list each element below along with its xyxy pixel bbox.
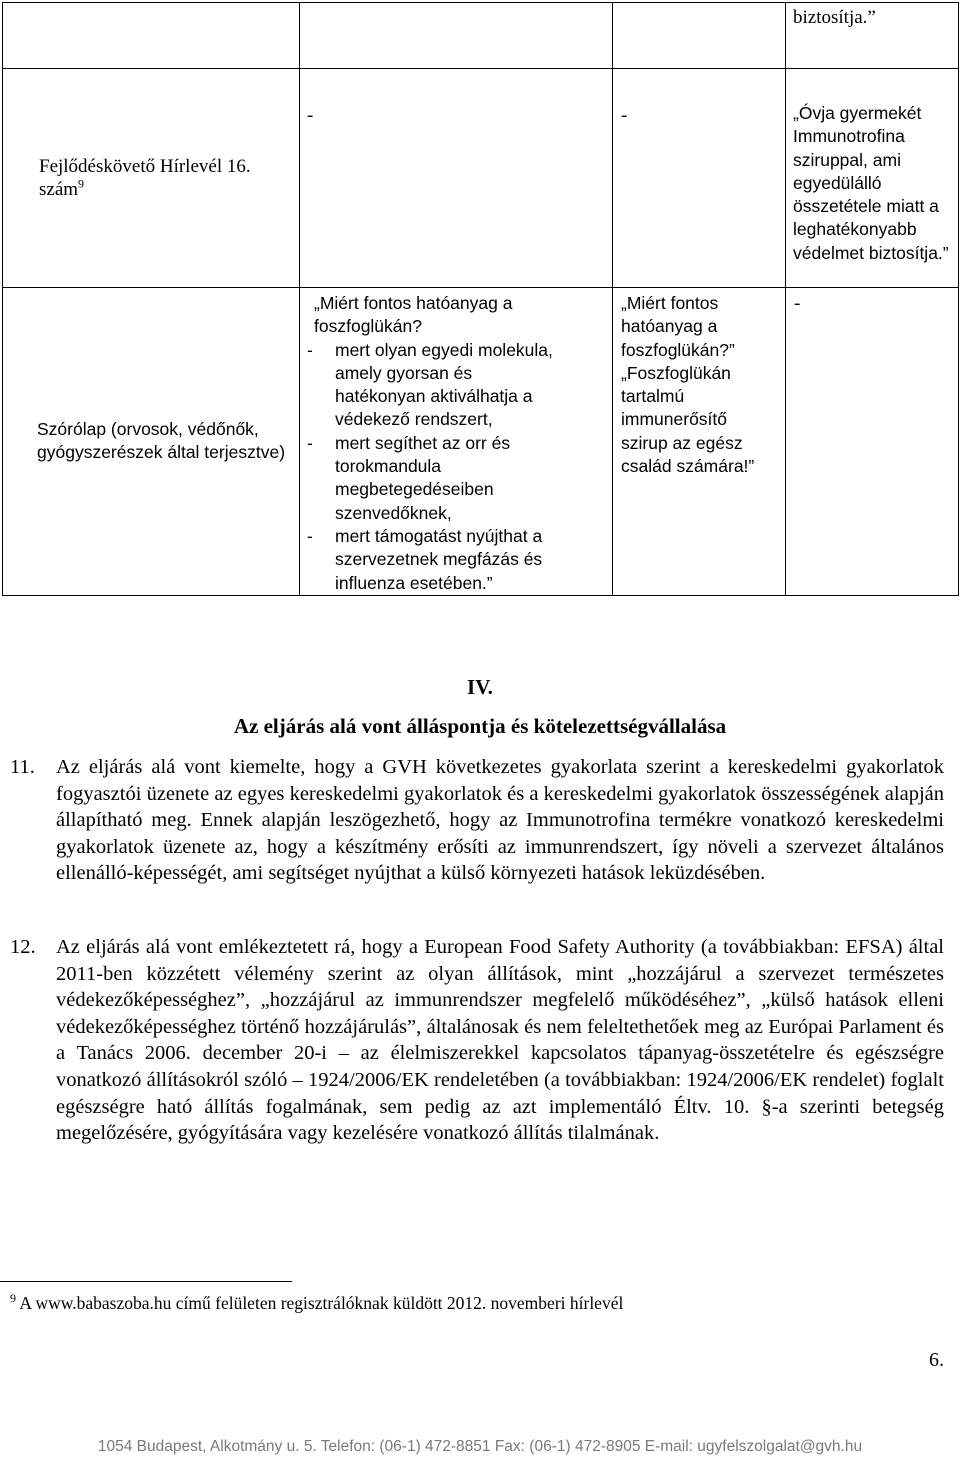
table-cell-text: „Miért fontos hatóanyag a foszfoglükán?	[314, 293, 513, 337]
table-cell-text: Szórólap (orvosok, védőnők, gyógyszerészek által terjesztve)	[37, 419, 286, 463]
section-title: Az eljárás alá vont álláspontja és kötelezettségvállalása	[233, 714, 727, 738]
footnote	[10, 1293, 623, 1314]
paragraph-text: Az eljárás alá vont kiemelte, hogy a GVH következetes gyakorlata szerint a kereskedelmi gyakorlatok fogyasztói üzenete az egyes kereskedelmi gyakorlatok és a kereskedelmi gyakorlatok összességének alapján állapítható meg. Ennek alapján leszögezhető, hogy az Immunotrofina termékre vonatkozó kereskedelmi gyakorlatok üzenete az, hogy a készítmény erősíti az immunrendszert, így növeli a szervezet általános ellenálló-képességét, ami segítséget nyújthat a külső környezeti hatások leküzdésében.	[56, 756, 944, 885]
table-row	[3, 288, 959, 596]
page-number: 6.	[929, 1349, 944, 1371]
footnote-divider	[0, 1281, 292, 1282]
list-item: - mert támogatást nyújthat a szervezetnek megfázás és influenza esetében.”	[307, 525, 543, 593]
table-cell-text: -	[794, 293, 801, 314]
page-footer: 1054 Budapest, Alkotmány u. 5. Telefon: (06-1) 472-8851 Fax: (06-1) 472-8905 E-mail: ugyfelszolgalat@gvh.hu	[97, 1438, 863, 1455]
table-cell-text: Fejlődéskövető Hírlevél 16. szám	[39, 155, 251, 200]
paragraph-number: 12.	[10, 936, 36, 958]
footnote-number: 9	[10, 1291, 16, 1306]
paragraph-text: Az eljárás alá vont emlékeztetett rá, hogy a European Food Safety Authority (a továbbiakban: EFSA) által 2011-ben közzétett vélemény szerint az olyan állítások, mint „hozzájárul a szervezet természetes védekezőképességhez”, „hozzájárul az immunrendszer megfelelő működéséhez”, „külső hatások elleni védekezőképességhez történő hozzájárulás”, általánosak és nem feleltethetőek meg az Európai Parlament és a Tanács 2006. december 20-i – az élelmiszerekkel kapcsolatos tápanyag-összetételre és egészségre vonatkozó állításokról szóló – 1924/2006/EK rendeletében (a továbbiakban: 1924/2006/EK rendelet) foglalt egészségre ható állítás fogalmának, sem pedig az azt implementáló Éltv. 10. §-a szerinti betegség megelőzésére, gyógyítására vagy kezelésére vonatkozó állítás tilalmának.	[56, 936, 944, 1145]
table-row	[3, 3, 959, 69]
list-item: - mert segíthet az orr és torokmandula megbetegedéseiben szenvedőknek,	[307, 432, 511, 523]
section-number: IV.	[467, 675, 493, 699]
table-row	[3, 69, 959, 288]
paragraph-number: 11.	[10, 756, 35, 778]
table-cell-text: -	[307, 105, 314, 126]
table-cell-text: „Foszfoglükán tartalmú immunerősítő szirup az egész család számára!”	[621, 362, 755, 477]
table-cell-text: „Miért fontos hatóanyag a foszfoglükán?”	[621, 293, 735, 360]
list-item: - mert olyan egyedi molekula, amely gyorsan és hatékonyan aktiválhatja a védekező rendszert,	[307, 339, 553, 430]
footnote-text: A www.babaszoba.hu című felületen regisztrálóknak küldött 2012. novemberi hírlevél	[19, 1293, 624, 1313]
table-cell-text: biztosítja.”	[793, 7, 876, 28]
advertising-table	[2, 2, 959, 596]
footnote-ref: 9	[78, 176, 85, 191]
table-cell-text: „Óvja gyermekét Immunotrofina sziruppal, ami egyedülálló összetétele miatt a leghatékonyabb védelmet biztosítja.”	[793, 103, 949, 263]
table-cell-text: -	[621, 105, 628, 126]
